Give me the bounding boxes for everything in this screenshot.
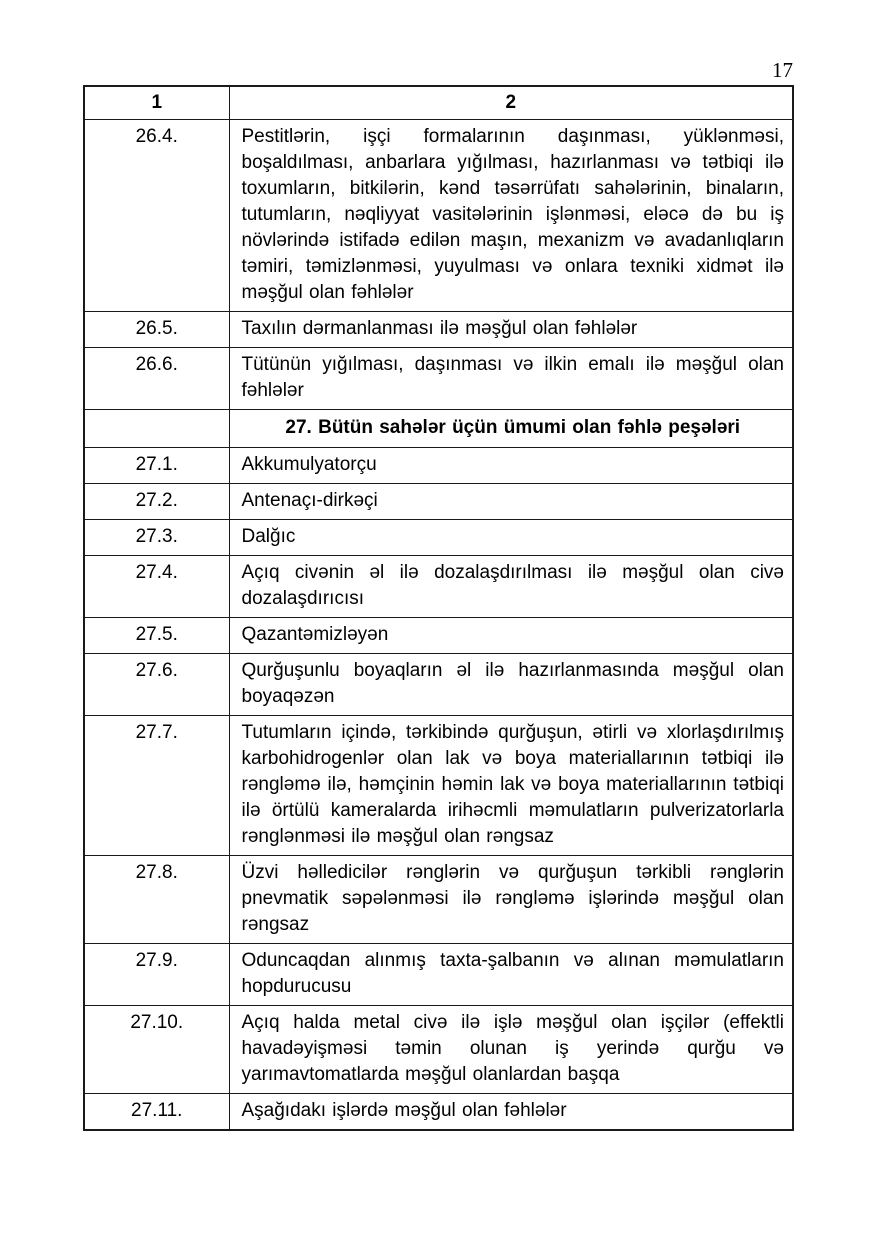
row-number: 27.10.: [84, 1006, 229, 1094]
row-text: Açıq halda metal civə ilə işlə məşğul olan işçilər (effektli havadəyişməsi təmin olunan iş yerində qurğu və yarımavtomatlarda məşğul olanlardan başqa: [229, 1006, 793, 1094]
row-text: Oduncaqdan alınmış taxta-şalbanın və alınan məmulatların hopdurucusu: [229, 944, 793, 1006]
row-text: Açıq civənin əl ilə dozalaşdırılması ilə məşğul olan civə dozalaşdırıcısı: [229, 556, 793, 618]
row-number: 27.6.: [84, 654, 229, 716]
section-row: [84, 410, 793, 448]
page-number: 17: [772, 58, 793, 82]
row-text: Qazantəmizləyən: [229, 618, 793, 654]
table-body: [84, 120, 793, 1131]
row-text: Üzvi həlledicilər rənglərin və qurğuşun tərkibli rənglərin pnevmatik səpələnməsi ilə rəngləmə işlərində məşğul olan rəngsaz: [229, 856, 793, 944]
table-row: [84, 716, 793, 856]
column-header-2: 2: [229, 86, 793, 120]
row-number: 27.1.: [84, 448, 229, 484]
table-row: [84, 448, 793, 484]
row-number: 26.6.: [84, 348, 229, 410]
table-header: [84, 86, 793, 120]
row-number: 27.8.: [84, 856, 229, 944]
table-row: [84, 944, 793, 1006]
table-header-row: [84, 86, 793, 120]
table-row: [84, 1006, 793, 1094]
table-row: [84, 654, 793, 716]
column-header-1: 1: [84, 86, 229, 120]
row-text: Pestitlərin, işçi formalarının daşınması, yüklənməsi, boşaldılması, anbarlara yığılması, hazırlanması və tətbiqi ilə toxumların, bitkilərin, kənd təsərrüfatı sahələrinin, binaların, tutumların, nəqliyyat vasitələrinin işlənməsi, eləcə də bu iş növlərində istifadə edilən maşın, mexanizm və avadanlıqların təmiri, təmizlənməsi, yuyulması və onlara texniki xidmət ilə məşğul olan fəhlələr: [229, 120, 793, 312]
table-row: [84, 856, 793, 944]
row-number: 27.3.: [84, 520, 229, 556]
section-title: 27. Bütün sahələr üçün ümumi olan fəhlə peşələri: [229, 410, 793, 448]
table-row: [84, 556, 793, 618]
professions-table: [83, 85, 794, 1131]
row-text: Qurğuşunlu boyaqların əl ilə hazırlanmasında məşğul olan boyaqəzən: [229, 654, 793, 716]
row-text: Aşağıdakı işlərdə məşğul olan fəhlələr: [229, 1094, 793, 1131]
row-number: 26.4.: [84, 120, 229, 312]
row-number: [84, 410, 229, 448]
table-row: [84, 120, 793, 312]
row-number: 27.5.: [84, 618, 229, 654]
row-text: Tütünün yığılması, daşınması və ilkin emalı ilə məşğul olan fəhlələr: [229, 348, 793, 410]
row-number: 27.11.: [84, 1094, 229, 1131]
table-row: [84, 520, 793, 556]
row-number: 27.9.: [84, 944, 229, 1006]
table-row: [84, 1094, 793, 1131]
table-row: [84, 348, 793, 410]
row-number: 27.7.: [84, 716, 229, 856]
row-number: 27.4.: [84, 556, 229, 618]
table-row: [84, 312, 793, 348]
row-text: Antenaçı-dirkəçi: [229, 484, 793, 520]
row-text: Dalğıc: [229, 520, 793, 556]
row-text: Taxılın dərmanlanması ilə məşğul olan fəhlələr: [229, 312, 793, 348]
row-text: Tutumların içində, tərkibində qurğuşun, ətirli və xlorlaşdırılmış karbohidrogenlər olan lak və boya materiallarının tətbiqi ilə rəngləmə ilə, həmçinin həmin lak və boya materiallarının tətbiqi ilə örtülü kameralarda irihəcmli məmulatların pulverizatorlarla rənglənməsi ilə məşğul olan rəngsaz: [229, 716, 793, 856]
table-row: [84, 484, 793, 520]
table-row: [84, 618, 793, 654]
row-text: Akkumulyatorçu: [229, 448, 793, 484]
row-number: 27.2.: [84, 484, 229, 520]
row-number: 26.5.: [84, 312, 229, 348]
